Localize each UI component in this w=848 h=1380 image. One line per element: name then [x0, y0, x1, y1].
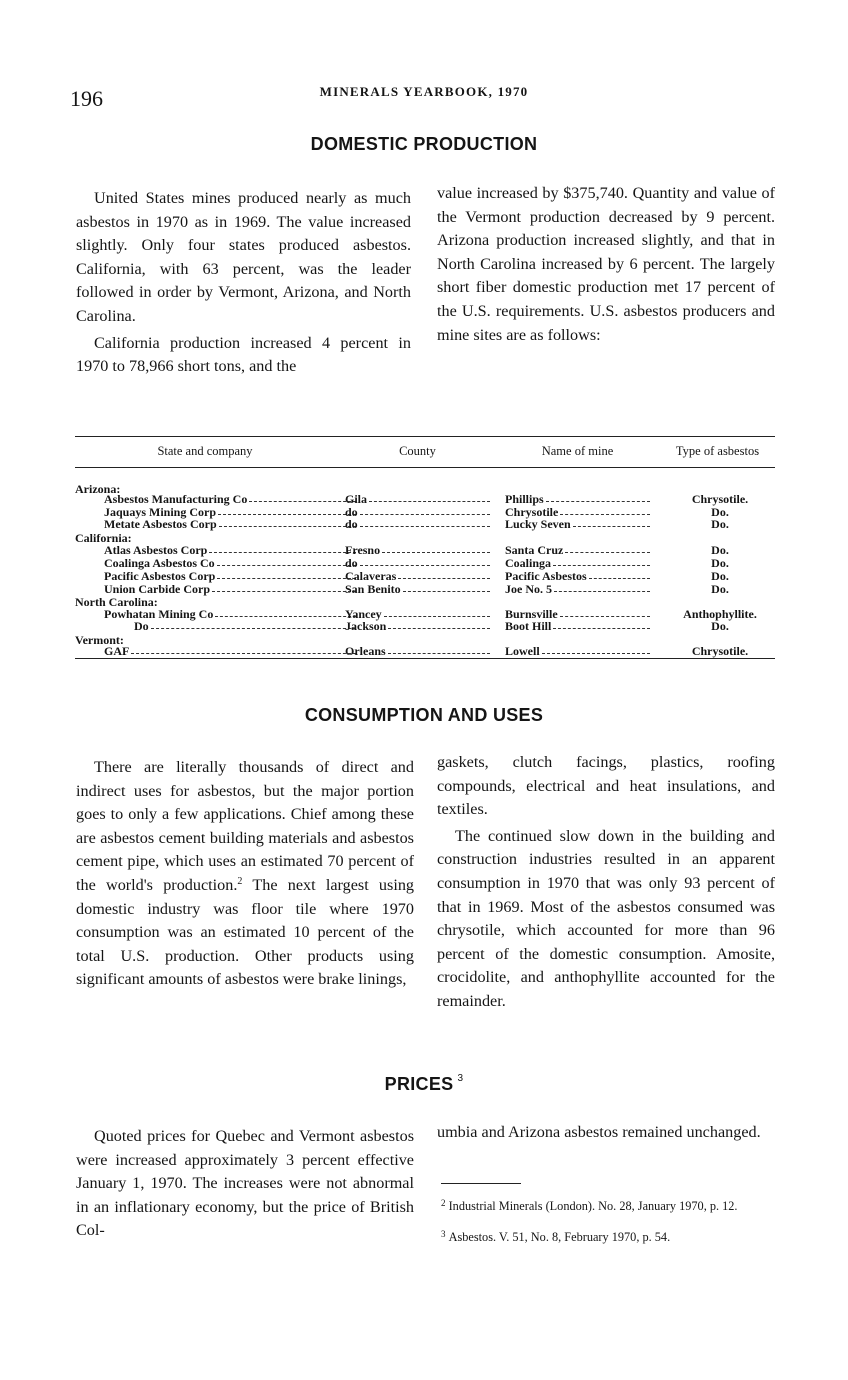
cell-text: Asbestos Manufacturing Co: [104, 492, 248, 506]
table-cell-county: [345, 645, 386, 658]
cell-text: Phillips: [505, 492, 544, 506]
dot-leader: [131, 645, 356, 654]
dot-leader: [573, 518, 650, 527]
consumption-left-column: [76, 756, 414, 992]
dot-leader: [360, 506, 490, 515]
table-cell-mine: [505, 645, 540, 658]
table-row: [75, 518, 775, 531]
cell-text: Pacific Asbestos Corp: [104, 569, 216, 583]
dot-leader: [212, 583, 356, 592]
cell-text: Do: [134, 619, 149, 633]
dot-leader: [217, 557, 356, 566]
dot-leader: [384, 608, 490, 617]
table-state-label: California:: [75, 531, 132, 545]
table-state-label: Arizona:: [75, 482, 121, 496]
cell-text: Union Carbide Corp: [104, 582, 211, 596]
column-header-type: Type of asbestos: [675, 444, 760, 458]
table-cell-type: Do.: [711, 619, 729, 633]
dot-leader: [560, 608, 650, 617]
cell-text: Coalinga Asbestos Co: [104, 556, 215, 570]
table-cell-company: [104, 557, 215, 570]
paragraph: United States mines produced nearly as much asbestos in 1970 as in 1969. The value increased slightly. Only four states produced asbestos. California, with 63 percent, was the leader followed in order by Vermont, Arizona, and North Carolina.: [76, 189, 411, 325]
dot-leader: [217, 570, 356, 579]
footnote-text: Asbestos. V. 51, No. 8, February 1970, p. 54.: [448, 1230, 671, 1244]
footnote-mark: 2: [441, 1198, 446, 1208]
cell-text: GAF: [104, 644, 130, 658]
paragraph-text: There are literally thousands of direct and indirect uses for asbestos, but the major portion goes to only a few applications. Chief among these are asbestos cement building materials and asbestos cement pipe, which uses an estimated 70 percent of the world's production.: [76, 758, 414, 894]
dot-leader: [542, 645, 650, 654]
cell-text: Fresno: [345, 543, 381, 557]
dot-leader: [553, 557, 650, 566]
table-cell-company: [104, 518, 217, 531]
table-cell-company: [104, 493, 247, 506]
dot-leader: [218, 506, 356, 515]
table-cell-county: [345, 557, 358, 570]
table-cell-type: Anthophyllite.: [683, 607, 757, 621]
cell-text: Chrysotile: [505, 505, 559, 519]
cell-text: Powhatan Mining Co: [104, 607, 214, 621]
dot-leader: [151, 620, 356, 629]
dot-leader: [388, 620, 490, 629]
table-cell-company: [104, 645, 129, 658]
footnote-ref: 3: [457, 1073, 464, 1084]
paragraph: Quoted prices for Quebec and Vermont asbestos were increased approximately 3 percent effective January 1, 1970. The increases were not abnormal in an inflationary economy, but the price of British Col-: [76, 1127, 414, 1240]
dot-leader: [382, 544, 490, 553]
paragraph-text: The next largest using domestic industry was floor tile where 1970 consumption was an estimated 10 percent of the total U.S. production. Other products using significant amounts of asbestos were brake linings,: [76, 875, 415, 989]
table-cell-county: [345, 493, 367, 506]
cell-text: Atlas Asbestos Corp: [104, 543, 208, 557]
footnote-ref: 2: [237, 875, 243, 887]
paragraph: value increased by $375,740. Quantity and value of the Vermont production decreased by 9 percent. Arizona production increased slightly, and that in North Carolina increased by 6 percent. The largely short fiber domestic production met 17 percent of the U.S. requirements. U.S. asbestos producers and mine sites are as follows:: [437, 184, 775, 344]
domestic-production-left-column: [76, 187, 411, 379]
dot-leader: [589, 570, 650, 579]
table-row: [75, 620, 775, 633]
footnote-3: [441, 1227, 775, 1244]
table-cell-county: [345, 583, 401, 596]
table-cell-type: Do.: [711, 582, 729, 596]
dot-leader: [553, 620, 650, 629]
cell-text: Calaveras: [345, 569, 397, 583]
table-cell-type: Do.: [711, 569, 729, 583]
column-header-company: State and company: [157, 444, 253, 458]
cell-text: Coalinga: [505, 556, 552, 570]
cell-text: do: [345, 556, 358, 570]
cell-text: Lowell: [505, 644, 540, 658]
footnote-rule: [441, 1183, 521, 1184]
table-cell-type: Chrysotile.: [691, 644, 749, 658]
paragraph: [76, 756, 414, 992]
cell-text: do: [345, 517, 358, 531]
dot-leader: [546, 493, 650, 502]
footnote-text: Industrial Minerals (London). No. 28, January 1970, p. 12.: [448, 1199, 738, 1213]
table-cell-mine: [505, 493, 544, 506]
cell-text: Boot Hill: [505, 619, 552, 633]
cell-text: do: [345, 505, 358, 519]
dot-leader: [219, 518, 356, 527]
table-header-rule: [75, 467, 775, 468]
table-cell-mine: [505, 620, 551, 633]
paragraph: The continued slow down in the building and construction industries resulted in an apparent consumption in 1970 that was only 93 percent of that in 1969. Most of the asbestos consumed was chrysotile, which accounted for more than 96 percent of the domestic consumption. Amosite, crocidolite, and anthophyllite accounted for the remainder.: [437, 826, 775, 1010]
cell-text: Orleans: [345, 644, 386, 658]
table-state-label: Vermont:: [75, 633, 124, 647]
dot-leader: [398, 570, 490, 579]
table-cell-type: Do.: [711, 556, 729, 570]
cell-text: Gila: [345, 492, 368, 506]
table-cell-company: [104, 570, 215, 583]
dot-leader: [554, 583, 650, 592]
cell-text: Joe No. 5: [505, 582, 552, 596]
cell-text: Metate Asbestos Corp: [104, 517, 217, 531]
table-cell-company: [104, 544, 207, 557]
dot-leader: [360, 557, 490, 566]
table-cell-company: [134, 620, 149, 633]
prices-left-column: [76, 1125, 414, 1243]
column-header-mine: Name of mine: [541, 444, 614, 458]
dot-leader: [249, 493, 356, 502]
table-cell-county: [345, 544, 380, 557]
cell-text: Jaquays Mining Corp: [104, 505, 217, 519]
table-cell-mine: [505, 583, 552, 596]
cell-text: San Benito: [345, 582, 401, 596]
domestic-production-heading: DOMESTIC PRODUCTION: [310, 134, 538, 154]
cell-text: Jackson: [345, 619, 387, 633]
table-cell-mine: [505, 518, 571, 531]
cell-text: Santa Cruz: [505, 543, 564, 557]
consumption-heading: CONSUMPTION AND USES: [304, 705, 544, 725]
consumption-right-column: [437, 751, 775, 1014]
table-cell-type: Do.: [711, 517, 729, 531]
prices-heading: [0, 1073, 848, 1095]
page-number: 196: [70, 86, 103, 111]
table-cell-county: [345, 518, 358, 531]
dot-leader: [209, 544, 356, 553]
table-cell-type: Chrysotile.: [691, 492, 749, 506]
cell-text: Pacific Asbestos: [505, 569, 587, 583]
table-row: [75, 645, 775, 658]
dot-leader: [565, 544, 650, 553]
table-cell-company: [104, 608, 213, 621]
table-cell-mine: [505, 570, 587, 583]
cell-text: Lucky Seven: [505, 517, 571, 531]
dot-leader: [215, 608, 356, 617]
dot-leader: [560, 506, 650, 515]
dot-leader: [388, 645, 490, 654]
dot-leader: [369, 493, 490, 502]
table-row: [75, 583, 775, 596]
table-state-label: North Carolina:: [75, 595, 158, 609]
table-cell-county: [345, 620, 386, 633]
cell-text: Yancey: [345, 607, 382, 621]
prices-heading-text: PRICES: [384, 1074, 454, 1094]
domestic-production-right-column: [437, 182, 775, 347]
table-cell-type: Do.: [711, 505, 729, 519]
dot-leader: [360, 518, 490, 527]
table-bottom-rule: [75, 658, 775, 659]
table-cell-county: [345, 570, 396, 583]
table-cell-company: [104, 583, 210, 596]
column-header-county: County: [399, 444, 436, 458]
paragraph: umbia and Arizona asbestos remained unchanged.: [437, 1123, 761, 1141]
prices-right-column: [437, 1121, 775, 1145]
paragraph: gaskets, clutch facings, plastics, roofing compounds, electrical and heat insulations, and textiles.: [437, 753, 775, 819]
table-cell-mine: [505, 557, 551, 570]
dot-leader: [403, 583, 490, 592]
table-top-rule: [75, 436, 775, 437]
footnote-mark: 3: [441, 1229, 446, 1239]
table-cell-mine: [505, 544, 563, 557]
footnote-2: [441, 1196, 775, 1213]
table-cell-type: Do.: [711, 543, 729, 557]
cell-text: Burnsville: [505, 607, 558, 621]
running-title: MINERALS YEARBOOK, 1970: [319, 84, 529, 99]
paragraph: California production increased 4 percent in 1970 to 78,966 short tons, and the: [76, 333, 411, 376]
